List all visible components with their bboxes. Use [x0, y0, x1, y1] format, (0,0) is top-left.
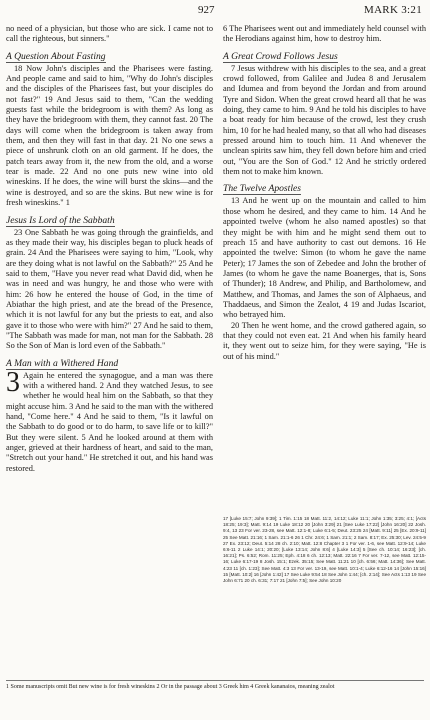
section-heading	[223, 183, 426, 195]
section-heading	[6, 358, 213, 370]
paragraph: 20 Then he went home, and the crowd gathered again, so that they could not even eat. 21 And when his family heard it, they went out to seize him, for they were saying, "He is out of his mind."	[223, 320, 426, 361]
page-header	[0, 2, 430, 18]
section-heading-text: A Question About Fasting	[6, 50, 106, 62]
paragraph: 13 And he went up on the mountain and called to him those whom he desired, and they came to him. 14 And he appointed twelve (whom he also named apostles) so that they might be with him and he might send them out to preach 15 and have authority to cast out demons. 16 He appointed the twelve: Simon (to whom he gave the name Peter); 17 James the son of Zebedee and John the brother of James (to whom he gave the name Boanerges, that is, Sons of Thunder); 18 Andrew, and Philip, and Bartholomew, and Matthew, and Thomas, and James the son of Alphaeus, and Thaddaeus, and Simon the Zealot, 4 19 and Judas Iscariot, who betrayed him.	[223, 196, 426, 320]
section-heading	[223, 51, 426, 63]
left-column	[6, 24, 213, 474]
section-heading-text: Jesus Is Lord of the Sabbath	[6, 214, 115, 226]
right-column	[223, 24, 426, 362]
paragraph: 6 The Pharisees went out and immediately held counsel with the Herodians against him, how to destroy him.	[223, 24, 426, 44]
paragraph-text: Again he entered the synagogue, and a man was there with a withered hand. 2 And they watched Jesus, to see whether he would heal him on the Sabbath, so that they might accuse him. 3 And he said to the man with the withered hand, "Come here." 4 And he said to them, "Is it lawful on the Sabbath to do good or to do harm, to save life or to kill?" But they were silent. 5 And he looked around at them with anger, grieved at their hardness of heart, and said to the man, "Stretch out your hand." He stretched it out, and his hand was restored.	[6, 370, 213, 473]
paragraph-chapter-start	[6, 366, 213, 474]
running-head: MARK 3:21	[363, 4, 422, 16]
chapter-number: 3	[6, 366, 20, 398]
paragraph: 23 One Sabbath he was going through the grainfields, and as they made their way, his disciples began to pluck heads of grain. 24 And the Pharisees were saying to him, "Look, why are they doing what is not lawful on the Sabbath?" 25 And he said to them, "Have you never read what David did, when he was in need and was hungry, he and those who were with him: 26 how he entered the house of God, in the time of Abiathar the high priest, and ate the bread of the Presence, which it is not lawful for any but the priests to eat, and also gave it to those who were with him?" 27 And he said to them, "The Sabbath was made for man, not man for the Sabbath. 28 So the Son of Man is lord even of the Sabbath."	[6, 227, 213, 351]
section-heading	[6, 51, 213, 63]
cross-references: 17 [Luke 15:7; John 9:39]; 1 Tim. 1:15 18 Matt. 11:2, 14:12; Luke 11:1; John 1:35; 3:25; 4:1; [Acts 18:25; 19:3]; Matt. 9:14 19 Luke 18:12 20 [John 3:29] 21 [See Luke 17:22] [John 16:20] 22 Josh. 9:4, 13 23 For ver. 23-28, see Matt. 12:1-8; Luke 6:1-5; Deut. 23:25 24 [Matt. 9:11] 25 [Ex. 20:9-11] 25 See Matt. 21:16; 1 Sam. 21:1-6 26 1 Chr. 24:6; 1 Sam. 21:1; 2 Sam. 8:17; Ex. 25:30; Lev. 24:5-9 27 Ex. 23:12; Deut. 5:14 28 ch. 2:10; Matt. 12:8 Chapter 3 1 For ver. 1-6, see Matt. 12:9-14; Luke 6:6-11 2 Luke 14:1; 20:20; [Luke 13:14; John 8:6] 4 [Luke 14:3] 5 [See ch. 10:14; 16:23]; [ch. 16:21]; Ps. 6:52; Rom. 11:25; Eph. 4:18 6 ch. 12:13; Matt. 22:16 7 For ver. 7-12, see Matt. 12:15-16; Luke 6:17-19 8 Josh. 15:1; Ezek. 35:15; See Matt. 11:21 10 [ch. 6:56; Matt. 14:36]; See Matt. 4:23 11 [ch. 1:23]; See Matt. 4:3 13 For ver. 13-19, see Matt. 10:1-4; Luke 6:12-16 14 [John 15:16] 15 [Matt. 10:2] 16 [John 1:42] 17 See Luke 9:54 18 See John 1:44; [ch. 2:14]; See Acts 1:13 19 See John 6:71 20 ch. 6:31; 7:17 21 [John 7:5]; See John 10:20	[223, 516, 426, 584]
section-heading	[6, 215, 213, 227]
page-number: 927	[198, 4, 215, 16]
section-heading-text: The Twelve Apostles	[223, 183, 301, 195]
footnotes: 1 Some manuscripts omit But new wine is for fresh wineskins 2 Or in the passage about 3 Greek him 4 Greek kananaios, meaning zealot	[6, 684, 335, 690]
section-heading-text: A Man with a Withered Hand	[6, 357, 119, 369]
section-heading-text: A Great Crowd Follows Jesus	[223, 50, 338, 62]
paragraph: 7 Jesus withdrew with his disciples to the sea, and a great crowd followed, from Galilee and Judea 8 and Jerusalem and Idumea and from beyond the Jordan and from around Tyre and Sidon. When the great crowd heard all that he was doing, they came to him. 9 And he told his disciples to have a boat ready for him because of the crowd, lest they crush him, 10 for he had healed many, so that all who had diseases pressed around him to touch him. 11 And whenever the unclean spirits saw him, they fell down before him and cried out, "You are the Son of God." 12 And he strictly ordered them not to make him known.	[223, 63, 426, 177]
paragraph: no need of a physician, but those who are sick. I came not to call the righteous, but sinners."	[6, 24, 213, 44]
paragraph: 18 Now John's disciples and the Pharisees were fasting. And people came and said to him, "Why do John's disciples and the disciples of the Pharisees fast, but your disciples do not fast?" 19 And Jesus said to them, "Can the wedding guests fast while the bridegroom is with them? As long as they have the bridegroom with them, they cannot fast. 20 The days will come when the bridegroom is taken away from them, and then they will fast in that day. 21 No one sews a piece of unshrunk cloth on an old garment. If he does, the patch tears away from it, the new from the old, and a worse tear is made. 22 And no one puts new wine into old wineskins. If he does, the wine will burst the skins—and the wine is destroyed, and so are the skins. But new wine is for fresh wineskins." 1	[6, 63, 213, 208]
footnote-divider	[6, 680, 424, 681]
